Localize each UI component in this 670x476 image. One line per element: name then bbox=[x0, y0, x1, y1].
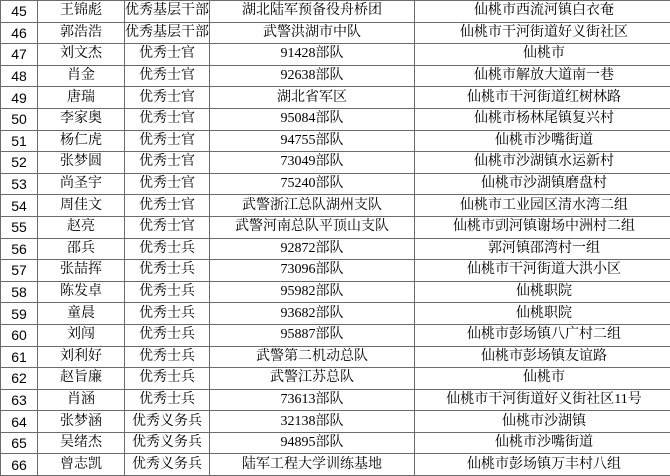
table-row bbox=[1, 260, 670, 282]
cell-category: 优秀士兵 bbox=[125, 389, 210, 411]
cell-address: 仙桃市杨林尾镇复兴村 bbox=[415, 108, 670, 130]
cell-address: 仙桃市 bbox=[415, 368, 670, 390]
cell-index: 45 bbox=[1, 1, 38, 23]
cell-unit: 武警第二机动总队 bbox=[210, 346, 415, 368]
cell-name: 周佳文 bbox=[38, 195, 125, 217]
cell-name: 张喆挥 bbox=[38, 260, 125, 282]
table-row bbox=[1, 324, 670, 346]
cell-unit: 武警江苏总队 bbox=[210, 368, 415, 390]
cell-unit: 湖北省军区 bbox=[210, 87, 415, 109]
cell-address: 仙桃市 bbox=[415, 44, 670, 66]
cell-unit: 93682部队 bbox=[210, 303, 415, 325]
table-row bbox=[1, 216, 670, 238]
cell-address: 仙桃市沙嘴街道 bbox=[415, 130, 670, 152]
table-row bbox=[1, 152, 670, 174]
cell-unit: 94755部队 bbox=[210, 130, 415, 152]
cell-name: 肖涵 bbox=[38, 389, 125, 411]
cell-index: 61 bbox=[1, 346, 38, 368]
cell-address: 仙桃市工业园区清水湾二组 bbox=[415, 195, 670, 217]
cell-name: 邵兵 bbox=[38, 238, 125, 260]
cell-index: 53 bbox=[1, 173, 38, 195]
table-row bbox=[1, 22, 670, 44]
table-row bbox=[1, 130, 670, 152]
cell-index: 58 bbox=[1, 281, 38, 303]
cell-address: 仙桃市剅河镇谢场中洲村二组 bbox=[415, 216, 670, 238]
cell-address: 仙桃职院 bbox=[415, 303, 670, 325]
cell-category: 优秀士兵 bbox=[125, 368, 210, 390]
cell-unit: 32138部队 bbox=[210, 411, 415, 433]
cell-address: 仙桃市彭场镇万丰村八组 bbox=[415, 454, 670, 476]
cell-name: 陈发卓 bbox=[38, 281, 125, 303]
cell-unit: 95084部队 bbox=[210, 108, 415, 130]
cell-category: 优秀义务兵 bbox=[125, 411, 210, 433]
cell-address: 仙桃市干河街道红树林路 bbox=[415, 87, 670, 109]
cell-unit: 武警河南总队平顶山支队 bbox=[210, 216, 415, 238]
cell-name: 曾志凯 bbox=[38, 454, 125, 476]
cell-category: 优秀士兵 bbox=[125, 281, 210, 303]
cell-unit: 95887部队 bbox=[210, 324, 415, 346]
table-row bbox=[1, 411, 670, 433]
cell-category: 优秀士官 bbox=[125, 130, 210, 152]
table-row bbox=[1, 195, 670, 217]
cell-name: 赵旨廉 bbox=[38, 368, 125, 390]
table-row bbox=[1, 281, 670, 303]
table-row bbox=[1, 65, 670, 87]
cell-category: 优秀基层干部 bbox=[125, 1, 210, 23]
cell-index: 57 bbox=[1, 260, 38, 282]
cell-category: 优秀士官 bbox=[125, 216, 210, 238]
cell-index: 47 bbox=[1, 44, 38, 66]
cell-category: 优秀义务兵 bbox=[125, 432, 210, 454]
cell-name: 赵亮 bbox=[38, 216, 125, 238]
table-row bbox=[1, 173, 670, 195]
cell-name: 王锦彪 bbox=[38, 1, 125, 23]
cell-address: 仙桃市沙嘴街道 bbox=[415, 432, 670, 454]
cell-category: 优秀士官 bbox=[125, 152, 210, 174]
cell-name: 刘文杰 bbox=[38, 44, 125, 66]
cell-address: 仙桃市彭场镇八广村二组 bbox=[415, 324, 670, 346]
cell-name: 刘闯 bbox=[38, 324, 125, 346]
cell-unit: 75240部队 bbox=[210, 173, 415, 195]
cell-category: 优秀士官 bbox=[125, 195, 210, 217]
cell-index: 63 bbox=[1, 389, 38, 411]
cell-address: 仙桃市干河街道大洪小区 bbox=[415, 260, 670, 282]
cell-index: 54 bbox=[1, 195, 38, 217]
cell-category: 优秀士官 bbox=[125, 108, 210, 130]
cell-category: 优秀士官 bbox=[125, 173, 210, 195]
cell-unit: 91428部队 bbox=[210, 44, 415, 66]
table-row bbox=[1, 346, 670, 368]
cell-unit: 武警浙江总队湖州支队 bbox=[210, 195, 415, 217]
table-row bbox=[1, 238, 670, 260]
cell-name: 童晨 bbox=[38, 303, 125, 325]
table-row bbox=[1, 368, 670, 390]
table-row bbox=[1, 108, 670, 130]
cell-unit: 95982部队 bbox=[210, 281, 415, 303]
cell-address: 仙桃市解放大道南一巷 bbox=[415, 65, 670, 87]
cell-name: 吴绪杰 bbox=[38, 432, 125, 454]
table-row bbox=[1, 303, 670, 325]
cell-name: 刘利好 bbox=[38, 346, 125, 368]
table-row bbox=[1, 389, 670, 411]
cell-category: 优秀士兵 bbox=[125, 324, 210, 346]
cell-index: 62 bbox=[1, 368, 38, 390]
cell-unit: 湖北陆军预备役舟桥团 bbox=[210, 1, 415, 23]
cell-name: 杨仁虎 bbox=[38, 130, 125, 152]
cell-category: 优秀基层干部 bbox=[125, 22, 210, 44]
cell-unit: 94895部队 bbox=[210, 432, 415, 454]
cell-category: 优秀士兵 bbox=[125, 260, 210, 282]
cell-address: 仙桃市彭场镇友谊路 bbox=[415, 346, 670, 368]
cell-unit: 73049部队 bbox=[210, 152, 415, 174]
cell-unit: 92872部队 bbox=[210, 238, 415, 260]
cell-unit: 武警洪湖市中队 bbox=[210, 22, 415, 44]
cell-category: 优秀士官 bbox=[125, 44, 210, 66]
cell-name: 肖金 bbox=[38, 65, 125, 87]
cell-unit: 92638部队 bbox=[210, 65, 415, 87]
table-body bbox=[1, 1, 670, 476]
cell-index: 64 bbox=[1, 411, 38, 433]
cell-address: 仙桃市西流河镇白衣奄 bbox=[415, 1, 670, 23]
cell-address: 仙桃市沙湖镇磨盘村 bbox=[415, 173, 670, 195]
cell-unit: 73096部队 bbox=[210, 260, 415, 282]
cell-name: 张梦涵 bbox=[38, 411, 125, 433]
cell-category: 优秀士官 bbox=[125, 65, 210, 87]
cell-index: 55 bbox=[1, 216, 38, 238]
cell-category: 优秀士兵 bbox=[125, 303, 210, 325]
cell-name: 张梦圆 bbox=[38, 152, 125, 174]
cell-address: 仙桃市干河街道好义街社区11号 bbox=[415, 389, 670, 411]
cell-address: 仙桃市沙湖镇水运新村 bbox=[415, 152, 670, 174]
cell-address: 郭河镇邵湾村一组 bbox=[415, 238, 670, 260]
cell-name: 李家奥 bbox=[38, 108, 125, 130]
cell-category: 优秀士兵 bbox=[125, 238, 210, 260]
cell-index: 65 bbox=[1, 432, 38, 454]
table-row bbox=[1, 87, 670, 109]
table-row bbox=[1, 1, 670, 23]
table-row bbox=[1, 454, 670, 476]
table-row bbox=[1, 432, 670, 454]
cell-unit: 陆军工程大学训练基地 bbox=[210, 454, 415, 476]
cell-address: 仙桃市沙湖镇 bbox=[415, 411, 670, 433]
cell-index: 50 bbox=[1, 108, 38, 130]
cell-unit: 73613部队 bbox=[210, 389, 415, 411]
table-row bbox=[1, 44, 670, 66]
cell-name: 郭浩浩 bbox=[38, 22, 125, 44]
cell-category: 优秀义务兵 bbox=[125, 454, 210, 476]
cell-name: 唐瑞 bbox=[38, 87, 125, 109]
cell-index: 60 bbox=[1, 324, 38, 346]
cell-index: 59 bbox=[1, 303, 38, 325]
cell-index: 48 bbox=[1, 65, 38, 87]
cell-category: 优秀士兵 bbox=[125, 346, 210, 368]
cell-index: 51 bbox=[1, 130, 38, 152]
cell-address: 仙桃市干河街道好义街社区 bbox=[415, 22, 670, 44]
cell-address: 仙桃职院 bbox=[415, 281, 670, 303]
cell-index: 49 bbox=[1, 87, 38, 109]
cell-index: 56 bbox=[1, 238, 38, 260]
cell-index: 46 bbox=[1, 22, 38, 44]
cell-name: 尚圣宇 bbox=[38, 173, 125, 195]
cell-index: 52 bbox=[1, 152, 38, 174]
cell-index: 66 bbox=[1, 454, 38, 476]
cell-category: 优秀士官 bbox=[125, 87, 210, 109]
